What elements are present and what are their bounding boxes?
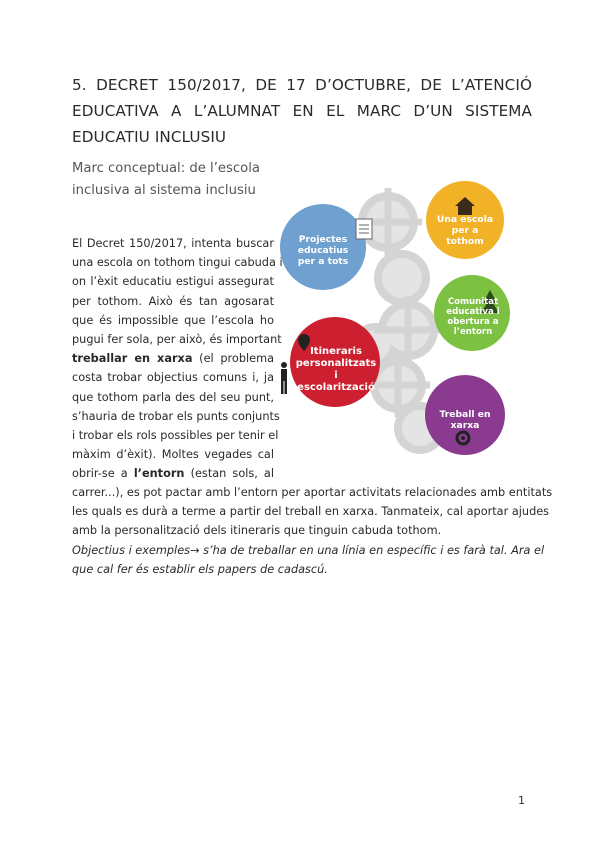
paragraph-left bbox=[72, 234, 283, 484]
text-fragment: (el problema bbox=[199, 352, 275, 366]
text-line: s’hauria de trobar els punts conjunts bbox=[72, 409, 280, 423]
text-fragment: obrir-se a bbox=[72, 467, 134, 481]
paragraph-full bbox=[72, 483, 553, 579]
text-line: màxim d’èxit). Moltes vegades cal bbox=[72, 448, 274, 462]
text-line: El Decret 150/2017, intenta buscar bbox=[72, 237, 274, 250]
text-fragment: (estan sols, al bbox=[190, 467, 274, 481]
text-line: costa trobar objectius comuns i, ja bbox=[72, 371, 274, 385]
node-escola-label: Una escola per a tothom bbox=[436, 214, 494, 247]
node-projectes-label: Projectes educatius per a tots bbox=[297, 234, 349, 267]
bold-term-entorn: l’entorn bbox=[133, 467, 185, 481]
page-number: 1 bbox=[518, 794, 525, 807]
text-line: les quals es durà a terme a partir del treball en xarxa. Tanmateix, cal aportar ajudes bbox=[72, 505, 550, 519]
person-icon bbox=[281, 362, 287, 394]
text-line: i trobar els rols possibles per tenir el bbox=[72, 429, 279, 443]
text-line: carrer...), es pot pactar amb l’entorn per aportar activitats relacionades amb entitats bbox=[72, 486, 553, 499]
text-line-bold bbox=[72, 464, 274, 483]
text-line: pugui fer sola, per això, és important bbox=[72, 333, 282, 347]
subtitle bbox=[72, 158, 277, 202]
text-line-bold bbox=[72, 349, 274, 368]
text-line: una escola on tothom tingui cabuda i bbox=[72, 256, 283, 270]
text-line: que tothom parla des del seu punt, bbox=[72, 390, 274, 404]
inclusion-diagram bbox=[270, 170, 520, 460]
heading-line-2: EDUCATIVA A L’ALUMNAT EN EL MARC D’UN SISTEMA bbox=[72, 102, 532, 120]
node-itineraris-label: Itineraris personalitzats i escolarització bbox=[295, 346, 377, 393]
bold-term-xarxa: treballar en xarxa bbox=[72, 352, 193, 366]
node-comunitat-label: Comunitat educativa i obertura a l’entorn bbox=[446, 297, 500, 337]
text-line: que és impossible que l’escola ho bbox=[72, 313, 274, 327]
subtitle-line-2: inclusiva al sistema inclusiu bbox=[72, 183, 256, 198]
heading-line-1: 5. DECRET 150/2017, DE 17 D’OCTUBRE, DE L’ATENCIÓ bbox=[72, 76, 532, 94]
subtitle-line-1: Marc conceptual: de l’escola bbox=[72, 161, 260, 176]
italic-line: Objectius i exemples→ s’ha de treballar en una línia en específic i es farà tal. Ara el bbox=[72, 543, 545, 557]
text-line: per tothom. Això és tan agosarat bbox=[72, 294, 274, 308]
italic-line: que cal fer és establir els papers de cadascú. bbox=[72, 562, 328, 576]
node-treball-label: Treball en xarxa bbox=[439, 409, 491, 431]
section-heading bbox=[72, 72, 532, 150]
text-line: on l’èxit educatiu estigui assegurat bbox=[72, 275, 274, 289]
heading-line-3: EDUCATIU INCLUSIU bbox=[72, 128, 227, 146]
text-line: amb la personalització dels itineraris que tinguin cabuda tothom. bbox=[72, 524, 442, 538]
